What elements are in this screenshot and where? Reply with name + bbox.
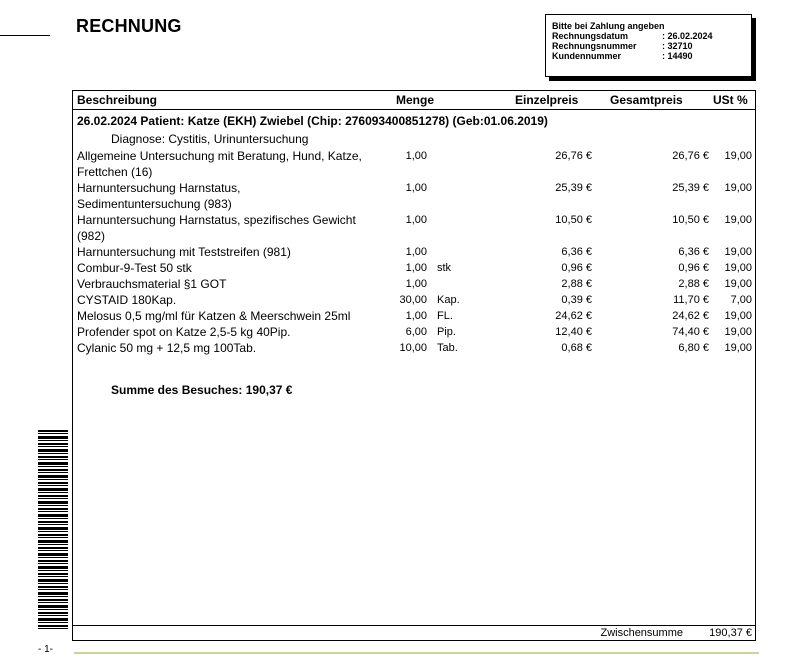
- invoice-table: [72, 90, 756, 641]
- left-margin-rule: [0, 35, 50, 36]
- item-description: Harnuntersuchung mit Teststreifen (981): [77, 245, 291, 259]
- item-description: Harnuntersuchung Harnstatus, Sedimentuntersuchung (983): [77, 181, 241, 211]
- item-unit-price: 24,62 €: [555, 310, 592, 322]
- item-vat: 19,00: [724, 214, 752, 226]
- item-vat: 19,00: [724, 278, 752, 290]
- table-row: [73, 292, 755, 308]
- item-vat: 19,00: [724, 342, 752, 354]
- item-total: 0,96 €: [678, 262, 709, 274]
- payment-row-value: : 14490: [662, 51, 693, 61]
- item-quantity: 1,00: [405, 214, 427, 226]
- barcode-image: [38, 430, 68, 630]
- table-row: [73, 212, 755, 244]
- item-description: Harnuntersuchung Harnstatus, spezifisches Gewicht (982): [77, 213, 356, 243]
- item-description: Allgemeine Untersuchung mit Beratung, Hund, Katze, Frettchen (16): [77, 149, 362, 179]
- item-unit-price: 6,36 €: [561, 246, 592, 258]
- item-quantity: 10,00: [399, 342, 427, 354]
- item-unit-price: 0,39 €: [561, 294, 592, 306]
- item-vat: 7,00: [730, 294, 752, 306]
- item-total: 25,39 €: [672, 182, 709, 194]
- item-quantity: 1,00: [405, 246, 427, 258]
- table-row: [73, 324, 755, 340]
- item-unit-price: 0,96 €: [561, 262, 592, 274]
- table-row: [73, 148, 755, 180]
- item-total: 2,88 €: [678, 278, 709, 290]
- diagnosis-line: Diagnose: Cystitis, Urinuntersuchung: [111, 132, 309, 146]
- header-unit-price: Einzelpreis: [515, 93, 579, 107]
- item-description: Cylanic 50 mg + 12,5 mg 100Tab.: [77, 341, 257, 355]
- table-row: [73, 260, 755, 276]
- item-total: 24,62 €: [672, 310, 709, 322]
- item-unit: Pip.: [437, 326, 456, 338]
- item-unit: FL.: [437, 310, 453, 322]
- payment-row-value: : 32710: [662, 41, 693, 51]
- line-items: [73, 148, 755, 356]
- payment-row-value: : 26.02.2024: [662, 31, 713, 41]
- item-description: CYSTAID 180Kap.: [77, 293, 177, 307]
- page-number: - 1-: [38, 644, 53, 655]
- table-row: [73, 308, 755, 324]
- item-vat: 19,00: [724, 326, 752, 338]
- header-description: Beschreibung: [77, 93, 158, 107]
- item-unit: Tab.: [437, 342, 458, 354]
- item-unit-price: 26,76 €: [555, 150, 592, 162]
- item-quantity: 1,00: [405, 150, 427, 162]
- item-unit-price: 10,50 €: [555, 214, 592, 226]
- payment-row-customer-number: [552, 51, 751, 61]
- item-vat: 19,00: [724, 262, 752, 274]
- item-description: Combur-9-Test 50 stk: [77, 261, 192, 275]
- item-quantity: 1,00: [405, 310, 427, 322]
- table-row: [73, 244, 755, 260]
- item-quantity: 1,00: [405, 278, 427, 290]
- item-description: Profender spot on Katze 2,5-5 kg 40Pip.: [77, 325, 291, 339]
- footer-rule: [74, 652, 759, 654]
- item-unit: Kap.: [437, 294, 460, 306]
- payment-row-invoice-number: [552, 41, 751, 51]
- payment-box-heading: Bitte bei Zahlung angeben: [552, 21, 665, 31]
- patient-line: 26.02.2024 Patient: Katze (EKH) Zwiebel (Chip: 276093400851278) (Geb:01.06.2019): [77, 114, 548, 128]
- header-total-price: Gesamtpreis: [610, 93, 683, 107]
- item-quantity: 30,00: [399, 294, 427, 306]
- item-description: Verbrauchsmaterial §1 GOT: [77, 277, 227, 291]
- visit-sum: Summe des Besuches: 190,37 €: [111, 383, 293, 397]
- table-header: [73, 91, 755, 110]
- item-total: 6,80 €: [678, 342, 709, 354]
- item-vat: 19,00: [724, 150, 752, 162]
- subtotal-value: 190,37 €: [709, 627, 752, 639]
- item-description: Melosus 0,5 mg/ml für Katzen & Meerschwein 25ml: [77, 309, 351, 323]
- item-quantity: 1,00: [405, 182, 427, 194]
- item-vat: 19,00: [724, 246, 752, 258]
- subtotal-bar: [73, 625, 755, 640]
- item-unit-price: 2,88 €: [561, 278, 592, 290]
- item-vat: 19,00: [724, 182, 752, 194]
- item-total: 11,70 €: [673, 294, 709, 306]
- header-vat: USt %: [713, 93, 748, 107]
- item-total: 6,36 €: [678, 246, 709, 258]
- table-row: [73, 340, 755, 356]
- table-row: [73, 180, 755, 212]
- item-total: 10,50 €: [672, 214, 709, 226]
- item-vat: 19,00: [724, 310, 752, 322]
- item-unit: stk: [437, 262, 452, 274]
- item-unit-price: 12,40 €: [555, 326, 592, 338]
- item-unit-price: 0,68 €: [561, 342, 592, 354]
- payment-row-label: Rechnungsnummer: [552, 41, 637, 51]
- payment-row-label: Rechnungsdatum: [552, 31, 629, 41]
- item-total: 26,76 €: [672, 150, 709, 162]
- item-total: 74,40 €: [672, 326, 709, 338]
- header-quantity: Menge: [396, 93, 435, 107]
- item-unit-price: 25,39 €: [555, 182, 592, 194]
- document-title: RECHNUNG: [76, 16, 182, 36]
- table-row: [73, 276, 755, 292]
- subtotal-label: Zwischensumme: [600, 627, 683, 639]
- payment-row-date: [552, 31, 751, 41]
- payment-row-label: Kundennummer: [552, 51, 622, 61]
- item-quantity: 6,00: [405, 326, 427, 338]
- payment-reference-box: [545, 14, 752, 77]
- item-quantity: 1,00: [405, 262, 427, 274]
